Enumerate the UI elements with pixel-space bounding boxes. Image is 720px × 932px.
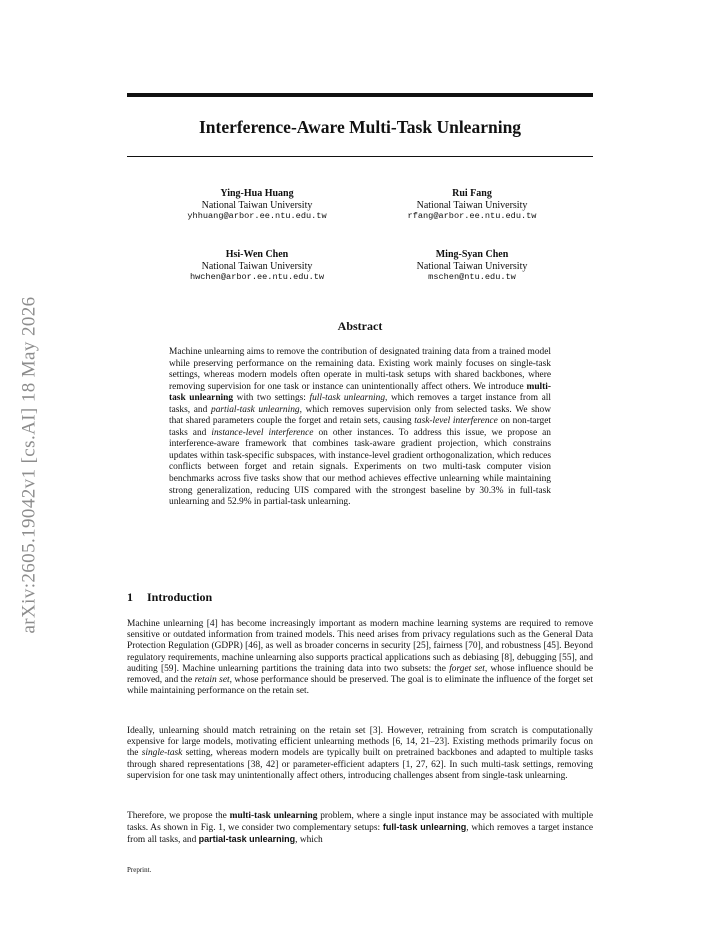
abstract-text-run: , which removes supervision only from selected tasks. We show that shared parameters couple the forget and retain sets, causing <box>169 404 551 427</box>
paragraph-text-run: setting, whereas modern models are typically built on pretrained backbones and adapted to multiple tasks through shared representations [38, 42] or parameter-efficient adapters [1, 27, 62]. In such multi-task settings, removing supervision for one task may unintentionally affect others, introducing challenges absent from single-task unlearning. <box>127 748 593 781</box>
author-block <box>152 249 362 284</box>
paragraph-text-run: Ideally, unlearning should match retraining on the retain set [3]. However, retraining from scratch is computationally expensive for large models, motivating efficient unlearning methods [6, 14, 21–23]. Existing methods primarily focus on the <box>127 726 593 759</box>
abstract-italic-term: full-task unlearning <box>309 393 386 404</box>
author-block <box>367 249 577 284</box>
preprint-footnote: Preprint. <box>127 866 152 874</box>
paragraph-bold-term: full-task unlearning <box>382 822 467 833</box>
paragraph-italic-term: single-task <box>141 748 183 759</box>
abstract-text-run: on non-target tasks and <box>169 416 552 438</box>
paragraph-text-run: , which removes a target instance from all tasks, and <box>127 823 593 846</box>
author-email: rfang@arbor.ee.ntu.edu.tw <box>407 211 537 221</box>
body-paragraph <box>127 619 593 697</box>
author-name: Ming-Syan Chen <box>435 249 509 260</box>
arxiv-identifier-text: arXiv:2605.19042v1 [cs.AI] 18 May 2026 <box>19 296 41 634</box>
paragraph-text-run: , whose performance should be preserved. The goal is to eliminate the influence of the forget set while maintaining performance on the retain set. <box>127 675 593 697</box>
paragraph-italic-term: forget set <box>449 663 485 674</box>
abstract-text-run: Machine unlearning aims to remove the contribution of designated training data from a trained model while preserving performance on the remaining data. Existing work mainly focuses on single-task settings, whereas modern models often operate in multi-task setups with shared backbones, where removing supervision for one task or instance can unintentionally affect others. We introduce <box>169 347 551 392</box>
paper-title: Interference-Aware Multi-Task Unlearning <box>198 117 522 137</box>
paragraph-text-run: Machine unlearning [4] has become increasingly important as modern machine learning systems are required to remove sensitive or outdated information from trained models. This need arises from privacy regulations such as the General Data Protection Regulation (GDPR) [46], as well as broader concerns in security [25], fairness [70], and robustness [45]. Beyond regulatory requirements, machine unlearning also supports practical applications such as debiasing [8], debugging [55], and auditing [59]. Machine unlearning partitions the training data into two subsets: the <box>127 619 593 674</box>
abstract-text-run: , which removes a target instance from all tasks, and <box>169 393 551 415</box>
author-email: yhhuang@arbor.ee.ntu.edu.tw <box>187 211 327 221</box>
author-affiliation: National Taiwan University <box>201 199 313 211</box>
abstract-heading: Abstract <box>337 319 383 333</box>
body-paragraph <box>127 811 593 847</box>
abstract-italic-term: instance-level interference <box>211 427 314 438</box>
title-bottom-rule <box>127 156 593 157</box>
title-top-rule <box>127 93 593 97</box>
paragraph-text-run: problem, where a single input instance may be associated with multiple tasks. As shown in Fig. 1, we consider two complementary setups: <box>127 811 593 834</box>
section-heading <box>127 590 212 605</box>
author-affiliation: National Taiwan University <box>201 260 313 272</box>
paragraph-text-run: Therefore, we propose the <box>127 811 230 821</box>
paragraph-bold-term: multi-task unlearning <box>229 811 318 821</box>
paragraph-italic-term: retain set <box>194 675 230 686</box>
paragraph-text-run: , whose influence should be removed, and the <box>127 663 594 686</box>
author-email: mschen@ntu.edu.tw <box>428 272 516 282</box>
author-block <box>152 188 362 223</box>
abstract-italic-term: partial-task unlearning <box>211 404 300 415</box>
paragraph-text-run: , which <box>295 835 323 846</box>
author-name: Ying-Hua Huang <box>220 188 294 199</box>
author-affiliation: National Taiwan University <box>416 199 528 211</box>
abstract-text <box>169 347 551 509</box>
section-title: Introduction <box>147 590 213 604</box>
author-name: Rui Fang <box>452 188 492 199</box>
author-block <box>367 188 577 223</box>
body-paragraph <box>127 726 593 782</box>
author-name: Hsi-Wen Chen <box>225 249 289 260</box>
abstract-italic-term: task-level interference <box>414 416 498 427</box>
abstract-text-run: on other instances. To address this issue, we propose an interference-aware framework that combines task-aware gradient projection, which constrains updates within task-specific subspaces, with instance-level gradient orthogonalization, which reduces conflicts between forget and retain signals. Experiments on two multi-task computer vision benchmarks across five tasks show that our method achieves effective unlearning while maintaining strong generalization, reducing UIS compared with the strongest baseline by 30.3% in full-task unlearning and 52.9% in partial-task unlearning. <box>169 427 551 508</box>
arxiv-identifier-sidebar <box>8 255 52 675</box>
abstract-bold-term: multi-task unlearning <box>169 381 551 404</box>
section-number: 1 <box>127 590 133 604</box>
abstract-text-run: with two settings: <box>233 393 310 404</box>
author-affiliation: National Taiwan University <box>416 260 528 272</box>
paragraph-bold-term: partial-task unlearning <box>198 834 296 845</box>
author-email: hwchen@arbor.ee.ntu.edu.tw <box>189 272 325 282</box>
